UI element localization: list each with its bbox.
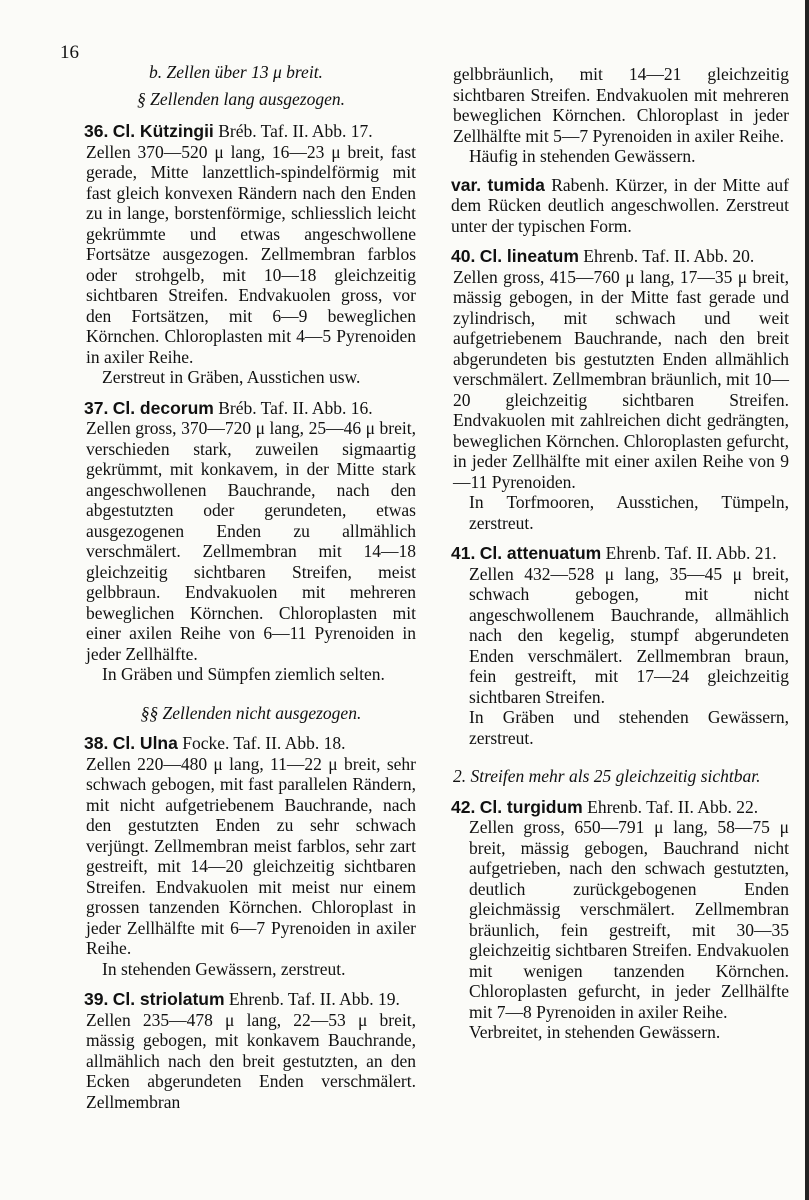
entry-39-habitat: Häufig in stehenden Gewässern. — [469, 146, 696, 166]
entry-36-text: Zellen 370—520 μ lang, 16—23 μ breit, fast gerade, Mitte lanzettlich-spindelförmig mit fast gleich konvexen Rändern nach den Enden zu in lange, borstenförmige, schliesslich leicht gekrümmte und etwas angeschwollene Fortsätze ausgezogen. Zellmembran farblos oder strohgelb, mit 10—18 gleichzeitig sichtbaren Streifen. Endvakuolen gross, vor den Fortsätzen, mit 6—9 beweglichen Körnchen. Chloroplasten mit 4—5 Pyrenoiden in axiler Reihe. — [86, 141, 416, 367]
entry-38-heading — [84, 733, 416, 754]
entry-42-number: 42. — [451, 796, 476, 817]
page-number: 16 — [60, 42, 79, 63]
entry-39-heading — [84, 989, 416, 1010]
entry-38-habitat: In stehenden Gewässern, zerstreut. — [102, 958, 346, 979]
subheading-section-2: §§ Zellenden nicht ausgezogen. — [140, 702, 362, 723]
entry-42-text: Zellen gross, 650—791 μ lang, 58—75 μ breit, mässig gebogen, Bauchrand nicht aufgetrieben, nach den schwach gestutzten, deutlich zurückgebogenen Enden gleichmässig verschmälert. Zellmembran bräunlich, fein gestreift, mit 30—35 gleichzeitig sichtbaren Streifen. Endvakuolen mit wenigen tanzenden Körnchen. Chloroplasten gefurcht, in jeder Zellhälfte mit 7—8 Pyrenoiden in axiler Reihe. — [469, 817, 789, 1022]
entry-40-ref: Ehrenb. Taf. II. Abb. 20. — [583, 246, 755, 266]
entry-39-number: 39. — [84, 989, 109, 1009]
entry-42-name: Cl. turgidum — [479, 796, 583, 817]
entry-40-name: Cl. lineatum — [479, 246, 579, 266]
entry-39-ref: Ehrenb. Taf. II. Abb. 19. — [228, 989, 400, 1009]
entry-38-ref: Focke. Taf. II. Abb. 18. — [182, 733, 346, 753]
entry-37-text: Zellen gross, 370—720 μ lang, 25—46 μ breit, verschieden stark, zuweilen sigmaartig gekrümmt, mit konkavem, in der Mitte stark angeschwollenen Bauchrande, nach den abgestutzten oder gerundeten, etwas ausgezogenen Enden zu allmählich verschmälert. Zellmembran mit 14—18 gleichzeitig sichtbaren Streifen, meist gelbbraun. Endvakuolen mit mehreren beweglichen Körnchen. Chloroplasten mit einer axilen Reihe von 6—11 Pyrenoiden in jeder Zellhälfte. — [86, 418, 416, 664]
entry-41-heading — [451, 543, 789, 564]
entry-38-text: Zellen 220—480 μ lang, 11—22 μ breit, sehr schwach gebogen, mit fast parallelen Rändern, mit nicht aufgetriebenem Bauchrande, nach den gestutzten Enden zu sehr schwach verjüngt. Zellmembran meist farblos, sehr zart gestreift, mit 14—20 gleichzeitig sichtbaren Streifen. Endvakuolen mit meist nur einem grossen tanzenden Körnchen. Chloroplast in jeder Zellhälfte mit 6—7 Pyrenoiden in axiler Reihe. — [86, 753, 416, 958]
entry-41-number: 41. — [451, 543, 476, 563]
left-column — [86, 62, 416, 1112]
subheading-2: 2. Streifen mehr als 25 gleichzeitig sichtbar. — [453, 766, 761, 786]
entry-39-text: Zellen 235—478 μ lang, 22—53 μ breit, mässig gebogen, mit konkavem Bauchrande, allmählich nach den breit gestutzten, an den Ecken abgerundeten Enden verschmälert. Zellmembran — [86, 1009, 416, 1112]
entry-36-habitat: Zerstreut in Gräben, Ausstichen usw. — [102, 367, 361, 387]
variety-label: var. — [451, 174, 482, 195]
entry-41-habitat: In Gräben und stehenden Gewässern, zerstreut. — [469, 707, 789, 748]
entry-41-text: Zellen 432—528 μ lang, 35—45 μ breit, schwach gebogen, mit nicht angeschwollenem Bauchrande, allmählich nach den kegelig, stumpf abgerundeten Enden verschmälert. Zellmembran braun, fein gestreift, mit 17—24 gleichzeitig sichtbaren Streifen. — [469, 563, 789, 707]
entry-41-ref: Ehrenb. Taf. II. Abb. 21. — [605, 543, 777, 563]
entry-40-number: 40. — [451, 246, 476, 266]
subheading-section-1: § Zellenden lang ausgezogen. — [136, 88, 346, 109]
entry-36-name: Cl. Kützingii — [112, 121, 214, 141]
variety-name: tumida — [487, 174, 545, 195]
variety-text: Rabenh. Kürzer, in der Mitte auf dem Rücken deutlich angeschwollen. Zerstreut unter der typischen Form. — [451, 174, 790, 236]
entry-39-continued: gelbbräunlich, mit 14—21 gleichzeitig sichtbaren Streifen. Endvakuolen mit mehreren beweglichen Körnchen. Chloroplast in jeder Zellhälfte mit 5—7 Pyrenoiden in axiler Reihe. — [453, 64, 789, 146]
entry-37-heading — [84, 398, 416, 419]
entry-36-heading — [84, 121, 416, 142]
entry-38-number: 38. — [84, 733, 109, 753]
entry-38-name: Cl. Ulna — [112, 733, 178, 753]
entry-39-name: Cl. striolatum — [112, 989, 225, 1009]
entry-42-habitat: Verbreitet, in stehenden Gewässern. — [469, 1022, 721, 1042]
entry-36-ref: Bréb. Taf. II. Abb. 17. — [218, 121, 373, 141]
entry-40-text: Zellen gross, 415—760 μ lang, 17—35 μ breit, mässig gebogen, in der Mitte fast gerade und zylindrisch, mit schwach und weit aufgetriebenem Bauchrande, nach den breit abgerundeten bis gestutzten Enden allmählich verschmälert. Zellmembran bräunlich, mit 10—20 gleichzeitig sichtbaren Streifen. Endvakuolen mit zahlreichen dicht gedrängten, beweglichen Körnchen. Chloroplasten gefurcht, in jeder Zellhälfte mit einer axilen Reihe von 9—11 Pyrenoiden. — [453, 266, 789, 492]
subheading-b: b. Zellen über 13 μ breit. — [149, 62, 323, 82]
entry-40-heading — [451, 246, 789, 267]
entry-37-name: Cl. decorum — [112, 397, 214, 418]
entry-37-ref: Bréb. Taf. II. Abb. 16. — [218, 397, 373, 418]
page-edge-shadow — [805, 0, 809, 1200]
entry-41-name: Cl. attenuatum — [479, 543, 602, 563]
right-column — [453, 64, 789, 1043]
entry-42-heading — [451, 797, 789, 818]
entry-42-ref: Ehrenb. Taf. II. Abb. 22. — [587, 796, 759, 817]
entry-37-number: 37. — [84, 397, 109, 418]
variety-tumida — [451, 175, 789, 237]
entry-37-habitat: In Gräben und Sümpfen ziemlich selten. — [102, 664, 385, 684]
entry-40-habitat: In Torfmooren, Ausstichen, Tümpeln, zerstreut. — [469, 492, 789, 533]
entry-36-number: 36. — [84, 121, 109, 141]
